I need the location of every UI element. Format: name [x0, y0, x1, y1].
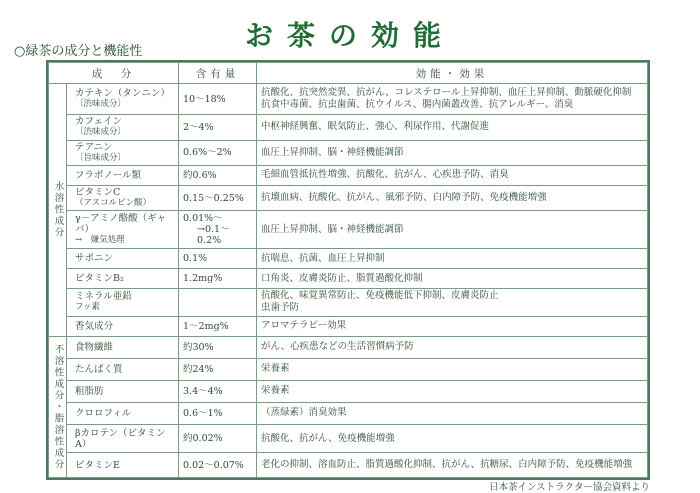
component-note: 〔旨味成分〕 [75, 152, 127, 163]
content-cell [179, 316, 257, 336]
content-cell [179, 249, 257, 269]
component-cell [67, 140, 179, 165]
content-value-processed: →0.1～0.2% [197, 224, 230, 247]
content-cell [179, 288, 257, 316]
effect-cell [257, 249, 648, 269]
component-cell [67, 316, 179, 336]
effect-cell [257, 166, 648, 186]
component-name: クロロフィル [75, 407, 132, 419]
table-row [49, 380, 648, 402]
component-name: 食物繊維 [75, 341, 114, 353]
component-cell [67, 358, 179, 380]
component-note: → 嫌気処理 [75, 235, 125, 246]
table-header-row [49, 63, 648, 84]
content-value: 0.02～0.07% [183, 459, 244, 471]
component-name: たんぱく質 [75, 363, 123, 375]
effect-cell [257, 358, 648, 380]
table-row [49, 269, 648, 289]
effect-text-continued: 抗食中毒菌、抗虫歯菌、抗ウイルス、腸内菌叢改善、抗アレルギー、消臭 [261, 99, 574, 111]
effect-text-continued: 虫歯予防 [261, 302, 300, 314]
effect-cell [257, 211, 648, 249]
component-cell [67, 425, 179, 453]
content-cell [179, 115, 257, 140]
table-row [49, 249, 648, 269]
content-value: 約24% [183, 363, 214, 375]
content-value: 10～18% [183, 93, 226, 105]
content-cell [179, 425, 257, 453]
table-row [49, 84, 648, 115]
component-cell [67, 115, 179, 140]
effect-text: 血圧上昇抑制、脳・神経機能調節 [261, 146, 404, 158]
content-cell [179, 380, 257, 402]
content-value: 3.4～4% [183, 385, 223, 397]
content-cell [179, 166, 257, 186]
effect-text: 抗酸化、抗がん、免疫機能増強 [261, 432, 395, 444]
effect-cell [257, 336, 648, 358]
effect-cell [257, 453, 648, 478]
effect-cell [257, 140, 648, 165]
page-title: お茶の効能 [244, 19, 455, 52]
component-cell [67, 336, 179, 358]
table-row [49, 185, 648, 210]
components-table [48, 62, 648, 478]
content-value: 0.1% [183, 253, 208, 265]
effect-text: アロマテラピー効果 [261, 320, 347, 332]
table-row [49, 358, 648, 380]
content-cell [179, 453, 257, 478]
effect-text: 老化の抑制、溶血防止、脂質過酸化抑制、抗がん、抗糖尿、白内障予防、免疫機能増強 [261, 459, 633, 471]
component-name: 粗脂肪 [75, 385, 104, 397]
effect-text: 抗壊血病、抗酸化、抗がん、風邪予防、白内障予防、免疫機能増強 [261, 192, 547, 204]
effect-text: 中枢神経興奮、眠気防止、強心、利尿作用、代謝促進 [261, 121, 490, 133]
header-component: 成 分 [49, 63, 179, 84]
component-note: 〔渋味成分〕 [75, 99, 127, 110]
effect-cell [257, 288, 648, 316]
component-name: γ－アミノ酪酸（ギャバ） [75, 213, 167, 236]
effect-text: 抗酸化、抗突然変異、抗がん、コレステロール上昇抑制、血圧上昇抑制、動脈硬化抑制 [261, 87, 632, 99]
table-row [49, 211, 648, 249]
section-subtitle: ○緑茶の成分と機能性 [14, 44, 143, 59]
component-name: フラボノール類 [75, 169, 142, 181]
component-cell [67, 166, 179, 186]
effect-cell [257, 115, 648, 140]
effect-cell [257, 425, 648, 453]
component-cell [67, 380, 179, 402]
effect-text: 口角炎、皮膚炎防止、脂質過酸化抑制 [261, 272, 423, 284]
component-name: カフェイン [75, 116, 123, 128]
table-row [49, 115, 648, 140]
components-table-frame [46, 60, 650, 480]
effect-cell [257, 380, 648, 402]
component-cell [67, 269, 179, 289]
header-effect: 効能・効果 [257, 63, 648, 84]
component-cell [67, 288, 179, 316]
table-row [49, 288, 648, 316]
effect-cell [257, 185, 648, 210]
effect-cell [257, 402, 648, 424]
content-cell [179, 211, 257, 249]
component-cell [67, 453, 179, 478]
effect-text: 毛細血管抵抗性増強、抗酸化、抗がん、心疾患予防、消臭 [261, 169, 509, 181]
table-row [49, 336, 648, 358]
component-name: βカロテン（ビタミンA） [75, 427, 166, 450]
content-value: 0.01%～ [183, 213, 223, 225]
component-cell [67, 185, 179, 210]
content-cell [179, 402, 257, 424]
component-name: ビタミンC [75, 187, 121, 199]
category-cell [49, 336, 67, 477]
effect-text: 抗酸化、味覚異常防止、免疫機能低下抑制、皮膚炎防止 [261, 290, 499, 302]
component-name: ミネラル亜鉛 [75, 291, 132, 303]
content-value: 1.2mg% [183, 273, 223, 284]
component-name: ビタミンB₂ [75, 273, 124, 284]
content-value: 1～2mg% [183, 320, 229, 332]
component-name: カテキン（タンニン） [75, 88, 170, 100]
content-value: 0.15～0.25% [183, 192, 244, 204]
table-row [49, 425, 648, 453]
content-value: 約30% [183, 341, 214, 353]
effect-text: 栄養素 [261, 385, 290, 397]
content-value: 約0.6% [183, 169, 217, 181]
component-name: ビタミンE [75, 459, 120, 471]
header-content: 含有量 [179, 63, 257, 84]
content-cell [179, 358, 257, 380]
effect-cell [257, 316, 648, 336]
content-cell [179, 336, 257, 358]
content-cell [179, 185, 257, 210]
content-cell [179, 84, 257, 115]
content-value: 約0.02% [183, 433, 223, 445]
category-label: 水溶性成分 [52, 181, 64, 239]
component-cell [67, 84, 179, 115]
content-cell [179, 269, 257, 289]
effect-cell [257, 269, 648, 289]
table-body [49, 84, 648, 478]
component-note: フッ素 [75, 302, 100, 313]
component-name: サポニン [75, 253, 114, 265]
content-cell [179, 140, 257, 165]
component-note: 〔渋味成分〕 [75, 127, 127, 138]
effect-text: 栄養素 [261, 363, 290, 375]
component-name: 香気成分 [75, 320, 114, 332]
effect-cell [257, 84, 648, 115]
component-cell [67, 211, 179, 249]
table-row [49, 316, 648, 336]
content-value: 2～4% [183, 121, 214, 133]
category-cell [49, 84, 67, 337]
component-cell [67, 402, 179, 424]
effect-text: がん、心疾患などの生活習慣病予防 [261, 341, 414, 353]
category-label: 不溶性成分・脂溶性成分 [52, 343, 64, 471]
effect-text: （蒸緑素）消臭効果 [261, 407, 347, 419]
table-row [49, 166, 648, 186]
component-cell [67, 249, 179, 269]
effect-text: 抗喘息、抗菌、血圧上昇抑制 [261, 252, 385, 264]
table-row [49, 140, 648, 165]
table-row [49, 402, 648, 424]
content-value: 0.6～1% [183, 407, 223, 419]
table-row [49, 453, 648, 478]
component-note: （アスコルビン酸） [75, 198, 152, 209]
content-value: 0.6%～2% [183, 147, 232, 159]
component-name: テアニン [75, 141, 113, 153]
effect-text: 血圧上昇抑制、脳・神経機能調節 [261, 223, 404, 235]
source-note: 日本茶インストラクター協会資料より [488, 482, 650, 493]
